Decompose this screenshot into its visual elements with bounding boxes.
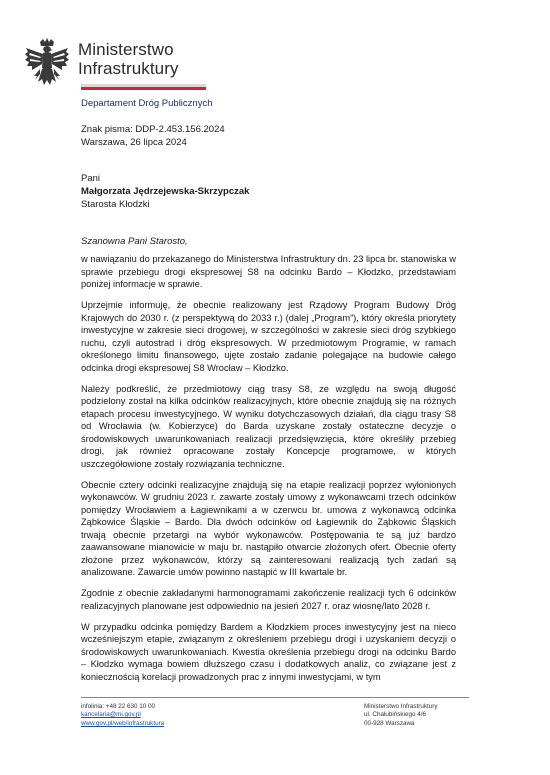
footer-street: ul. Chałubińskiego 4/6 xyxy=(364,711,426,719)
recipient-title: Pani xyxy=(81,173,101,184)
reference-block xyxy=(81,123,225,149)
recipient-position: Starosta Kłodzki xyxy=(81,199,150,210)
ministry-name-line2: Infrastruktury xyxy=(78,59,179,78)
reference-number: Znak pisma: DDP-2.453.156.2024 xyxy=(81,124,225,135)
polish-eagle-emblem-icon xyxy=(24,38,70,92)
footer-city: 00-928 Warszawa xyxy=(364,719,415,727)
letter-body xyxy=(81,253,456,692)
paragraph: w nawiązaniu do przekazanego do Ministerstwa Infrastruktury dn. 23 lipca br. stanowiska w sprawie przebiegu drogi ekspresowej S8 na odcinku Bardo – Kłodzko, przedstawiam poniżej informacje w sprawie. xyxy=(81,254,456,289)
recipient-name: Małgorzata Jędrzejewska-Skrzypczak xyxy=(81,186,250,197)
national-flag-stripe xyxy=(81,84,206,90)
paragraph: Uprzejmie informuję, że obecnie realizowany jest Rządowy Program Budowy Dróg Krajowych do 2030 r. (z perspektywą do 2033 r.) (dalej „Program”), który określa priorytety inwestycyjne w zakresie sieci drogowej, w szczególności w zakresie sieci dróg szybkiego ruchu, czyli autostrad i dróg ekspresowych. W przedmiotowym Programie, w ramach określonego limitu finansowego, ujęte zostało zadanie polegające na budowie całego odcinka drogi ekspresowej S8 Wrocław – Kłodzko. xyxy=(81,300,456,373)
footer-email-link[interactable]: kancelaria@mi.gov.pl xyxy=(81,711,141,719)
footer-org-name: Ministerstwo Infrastruktury xyxy=(364,703,438,710)
recipient-block xyxy=(81,172,249,211)
ministry-logo-text xyxy=(78,40,179,78)
paragraph: Obecnie cztery odcinki realizacyjne znajdują się na etapie realizacji poprzez wyłonionych wykonawców. W grudniu 2023 r. zawarte zostały umowy z wykonawcami trzech odcinków pomiędzy Wrocławiem a Łagiewnikami a w czerwcu br. umowa z wykonawcą odcinka Ząbkowice Śląskie – Bardo. Dla dwóch odcinków od Łagiewnik do Ząbkowic Śląskich trwają obecnie przetargi na wybór wykonawców. Postępowania te są już bardzo zaawansowane mianowicie w maju br. nastąpiło otwarcie złożonych ofert. Obecnie oferty złożone przez wykonawców, którzy są zainteresowani realizacją tych zadań są analizowane. Zawarcie umów powinno nastąpić w III kwartale br. xyxy=(81,479,456,577)
footer-divider xyxy=(81,697,469,698)
salutation: Szanowna Pani Starosto, xyxy=(81,236,188,247)
paragraph: W przypadku odcinka pomiędzy Bardem a Kłodzkiem proces inwestycyjny jest na nieco wcześniejszym etapie, związanym z określeniem przebiegu drogi i uzyskaniem decyzji o środowiskowych uwarunkowaniach. Kwestia określenia przebiegu drogi na odcinku Bardo – Kłodzko wymaga bowiem dłuższego czasu i dodatkowych analiz, co związane jest z koniecznością korelacji prowadzonych prac z innymi inwestycjami, w tym xyxy=(81,621,456,682)
paragraph: Należy podkreślić, że przedmiotowy ciąg trasy S8, ze względu na swoją długość podzielony został na kilka odcinków realizacyjnych, które obecnie znajdują się na różnych etapach procesu inwestycyjnego. W wyniku dotychczasowych działań, dla ciągu trasy S8 od Wrocławia (w. Kobierzyce) do Barda uzyskane zostały ostateczne decyzje o środowiskowych uwarunkowaniach realizacji przedsięwzięcia, które określiły przebieg drogi, jak również opracowane zostały Koncepcje programowe, w których uszczegółowione zostały rozwiązania techniczne. xyxy=(81,383,456,469)
footer-contact xyxy=(81,703,164,728)
footer-phone: infolinia: +48 22 630 10 00 xyxy=(81,703,156,710)
footer-address xyxy=(364,703,437,728)
paragraph: Zgodnie z obecnie zakładanymi harmonogramami zakończenie realizacji tych 6 odcinków realizacyjnych planowane jest odpowiednio na jesień 2027 r. oraz wiosnę/lato 2028 r. xyxy=(81,588,456,611)
department-name: Departament Dróg Publicznych xyxy=(81,98,213,109)
letter-date: Warszawa, 26 lipca 2024 xyxy=(81,137,187,148)
footer-website-link[interactable]: www.gov.pl/web/infrastruktura xyxy=(81,719,165,727)
ministry-name-line1: Ministerstwo xyxy=(78,40,174,59)
